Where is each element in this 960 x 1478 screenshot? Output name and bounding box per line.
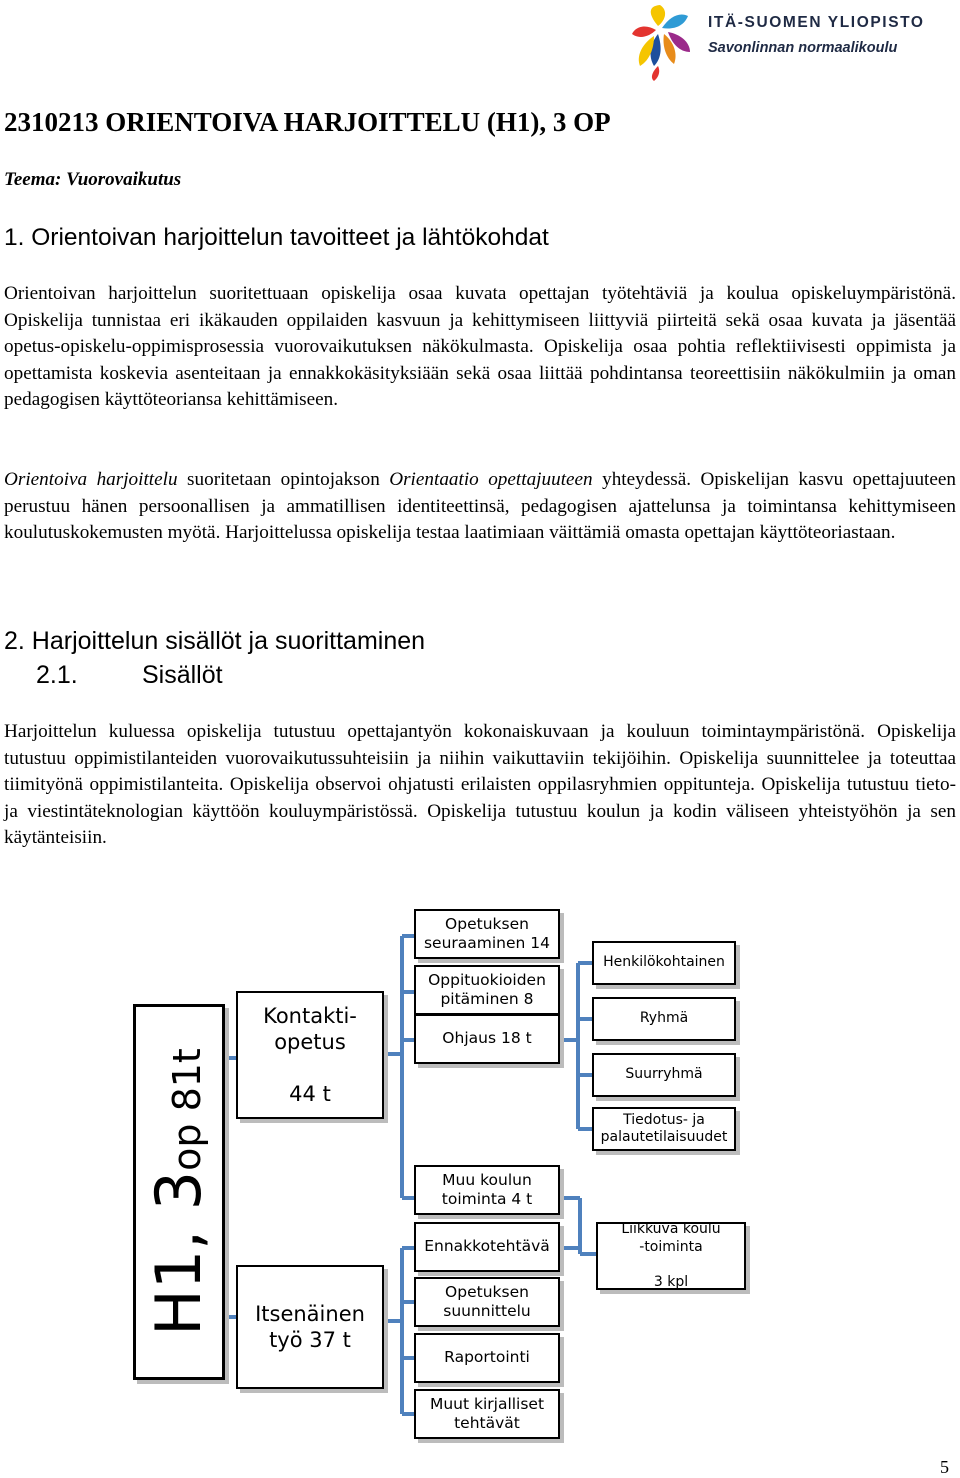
page-number: 5 — [940, 1457, 949, 1477]
root-box — [133, 1004, 225, 1380]
box-label: Kontakti- opetus 44 t — [263, 1003, 357, 1107]
italic-term: Orientaatio opettajuuteen — [389, 469, 593, 490]
independent-item-box — [414, 1333, 560, 1383]
guidance-item-box — [592, 941, 736, 985]
independent-item-box — [414, 1389, 560, 1439]
box-label: Muut kirjalliset tehtävät — [429, 1394, 545, 1432]
box-label: Ryhmä — [639, 1010, 689, 1027]
box-label: Ennakkotehtävä — [424, 1237, 550, 1256]
text-run: yhteydessä. Opiskelijan kasvu opettajuuteen perustuu hänen persoonallisen ja ammatillisen identiteettinsä, pedagogisen ajattelunsa ja toimintansa kehittymiseen koulutuskokemusten myötä. Harjoittelussa opiskelija testaa laatimiaan väittämiä omasta opettajan käyttöteoriastaan. — [4, 469, 956, 543]
box-label: Oppituokioiden pitäminen 8 — [428, 970, 546, 1008]
colorful-flower-logo-icon — [628, 4, 702, 82]
other-activity-box — [596, 1222, 746, 1290]
section2-paragraph — [4, 719, 956, 852]
box-label: Raportointi — [444, 1348, 530, 1367]
text-run: suoritetaan opintojakson — [177, 469, 390, 490]
contact-item-box — [414, 1165, 560, 1215]
subsection-number: 2.1. — [36, 661, 78, 689]
root-main-label: H1, 3 — [142, 1170, 215, 1336]
root-small-label: op 81t — [165, 1048, 209, 1171]
contact-item-box — [414, 909, 560, 959]
section2-1-heading — [36, 661, 223, 690]
section1-paragraph2 — [4, 467, 956, 547]
logo-school-name: Savonlinnan normaalikoulu — [708, 40, 898, 56]
section1-paragraph1 — [4, 281, 956, 414]
italic-term: Orientoiva harjoittelu — [4, 469, 178, 490]
guidance-item-box — [592, 997, 736, 1041]
paragraph-text: Harjoittelun kuluessa opiskelija tutustuu opettajantyön kokonaiskuvaan ja kouluun toimintaympäristönä. Opiskelija tutustuu oppimistilanteiden vuorovaikutussuhteisiin ja niihin vaikuttaviin tekijöihin. Opiskelija suunnittelee ja toteuttaa tiimityönä oppimistilanteita. Opiskelija observoi ohjatusti erilaisten oppilasryhmien oppitunteja. Opiskelija tutustuu tieto- ja viestintäteknologian käyttöön kouluympäristössä. Opiskelija tutustuu koulun ja kodin väliseen yhteistyöhön ja sen käytänteisiin. — [4, 721, 956, 848]
box-label: Liikkuva koulu -toiminta 3 kpl — [621, 1221, 721, 1290]
contact-item-box — [414, 1014, 560, 1064]
guidance-item-box — [592, 1107, 736, 1151]
box-label: Suurryhmä — [625, 1066, 703, 1083]
guidance-item-box — [592, 1053, 736, 1097]
logo-university-name: ITÄ-SUOMEN YLIOPISTO — [708, 14, 925, 31]
box-label: Henkilökohtainen — [603, 954, 725, 971]
theme-line: Teema: Vuorovaikutus — [4, 169, 182, 190]
box-label: Opetuksen suunnittelu — [443, 1282, 531, 1320]
box-label: Tiedotus- ja palautetilaisuudet — [600, 1111, 728, 1145]
paragraph-text — [4, 467, 956, 547]
course-title: 2310213 ORIENTOIVA HARJOITTELU (H1), 3 OP — [4, 107, 611, 137]
box-label: Itsenäinen työ 37 t — [255, 1301, 365, 1352]
independent-item-box — [414, 1222, 560, 1272]
university-logo — [628, 4, 953, 84]
paragraph-text: Orientoivan harjoittelun suoritettuaan opiskelija osaa kuvata opettajan työtehtäviä ja koulua opiskeluympäristönä. Opiskelija tunnistaa eri ikäkauden oppilaiden kasvuun ja kehittymiseen liittyviä piirteitä sekä osaa kuvata ja jäsentää opetus-opiskelu-oppimisprosessia vuorovaikutuksen näkökulmasta. Opiskelija osaa pohtia reflektiivisesti oppimista ja opettamista koskevia asenteitaan ja ennakkokäsityksiään sekä osaa liittää pohdintansa teoreettisiin näkökulmiin ja oman pedagogisen käyttöteoriansa kehittämiseen. — [4, 283, 956, 410]
section2-heading: 2. Harjoittelun sisällöt ja suorittaminen — [4, 627, 426, 655]
independent-work-box — [236, 1265, 384, 1389]
section1-heading: 1. Orientoivan harjoittelun tavoitteet ja lähtökohdat — [4, 224, 549, 251]
box-label: Muu koulun toiminta 4 t — [441, 1170, 533, 1208]
root-label — [142, 1048, 215, 1336]
subsection-title: Sisällöt — [142, 661, 223, 689]
independent-item-box — [414, 1277, 560, 1327]
contact-item-box — [414, 965, 560, 1015]
box-label: Ohjaus 18 t — [442, 1029, 532, 1048]
box-label: Opetuksen seuraaminen 14 — [423, 914, 551, 952]
contact-teaching-box — [236, 991, 384, 1119]
